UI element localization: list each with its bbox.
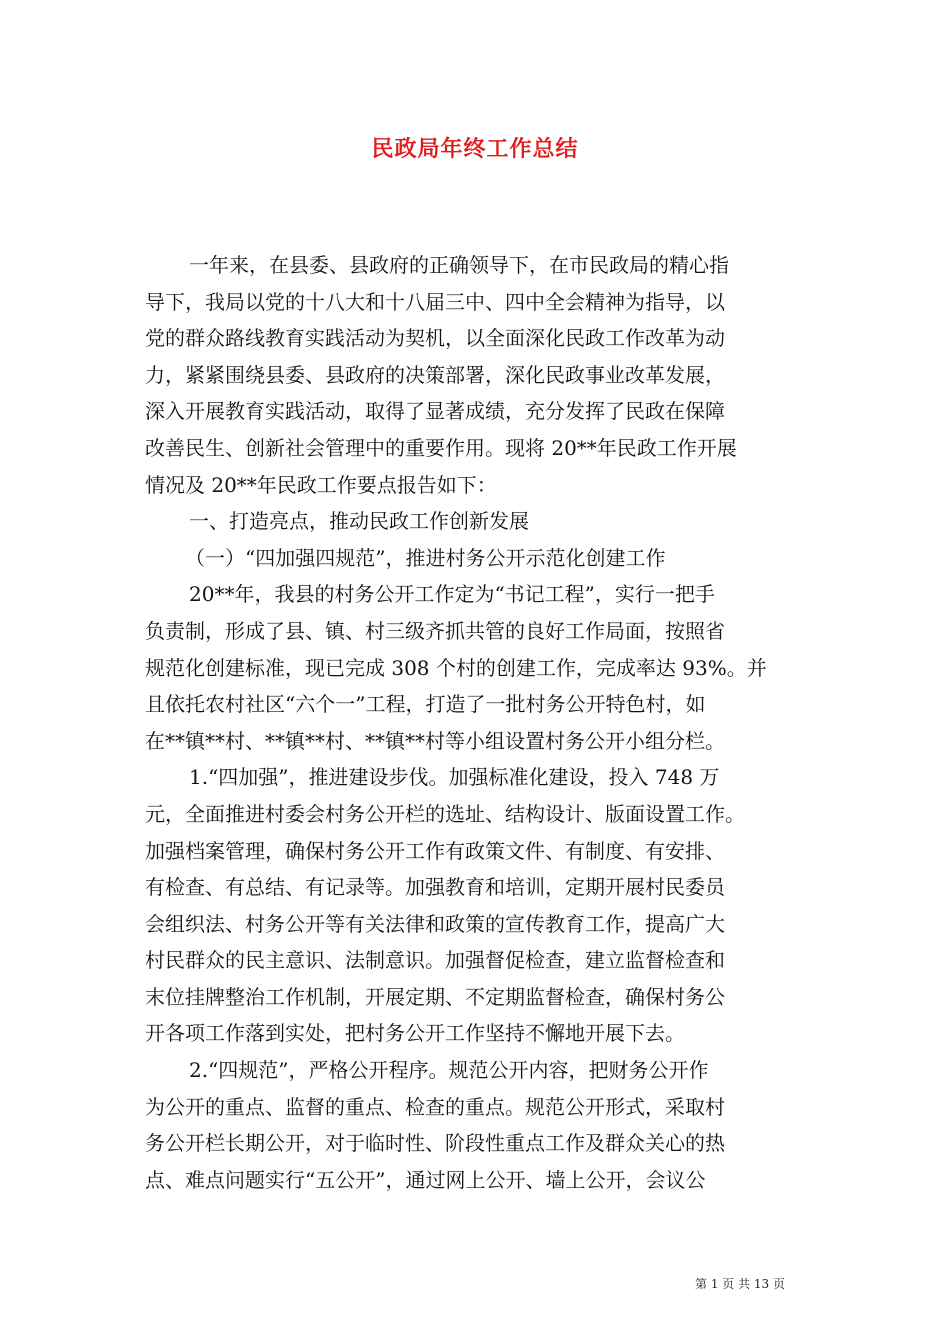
text-line: 2.“四规范”，严格公开程序。规范公开内容，把财务公开作 [189, 1058, 709, 1083]
text-line: 务公开栏长期公开，对于临时性、阶段性重点工作及群众关心的热 [145, 1131, 725, 1156]
text-line: 开各项工作落到实处，把村务公开工作坚持不懈地开展下去。 [145, 1021, 685, 1046]
subsection-heading: （一）“四加强四规范”，推进村务公开示范化创建工作 [185, 545, 666, 570]
text-line: 情况及 20**年民政工作要点报告如下： [145, 472, 497, 497]
text-line: 负责制，形成了县、镇、村三级齐抓共管的良好工作局面，按照省 [145, 618, 725, 643]
text-line: 力，紧紧围绕县委、县政府的决策部署，深化民政事业改革发展， [145, 362, 725, 387]
section-heading: 一、打造亮点，推动民政工作创新发展 [189, 509, 529, 534]
text-line: 改善民生、创新社会管理中的重要作用。现将 20**年民政工作开展 [145, 435, 737, 460]
page-footer: 第 1 页 共 13 页 [695, 1277, 785, 1291]
text-line: 且依托农村社区“六个一”工程，打造了一批村务公开特色村，如 [145, 692, 706, 717]
text-line: 在**镇**村、**镇**村、**镇**村等小组设置村务公开小组分栏。 [145, 728, 725, 753]
text-line: 末位挂牌整治工作机制，开展定期、不定期监督检查，确保村务公 [145, 984, 725, 1009]
text-line: 1.“四加强”，推进建设步伐。加强标准化建设，投入 748 万 [189, 765, 720, 790]
text-line: 一年来，在县委、县政府的正确领导下，在市民政局的精心指 [189, 253, 729, 277]
text-line: 有检查、有总结、有记录等。加强教育和培训，定期开展村民委员 [145, 875, 725, 900]
text-line: 20**年，我县的村务公开工作定为“书记工程”，实行一把手 [189, 582, 715, 607]
text-line: 点、难点问题实行“五公开”，通过网上公开、墙上公开，会议公 [145, 1167, 706, 1192]
text-line: 加强档案管理，确保村务公开工作有政策文件、有制度、有安排、 [145, 838, 725, 863]
text-line: 深入开展教育实践活动，取得了显著成绩，充分发挥了民政在保障 [145, 399, 725, 424]
document-title: 民政局年终工作总结 [371, 136, 579, 162]
text-line: 党的群众路线教育实践活动为契机，以全面深化民政工作改革为动 [145, 326, 725, 351]
text-line: 会组织法、村务公开等有关法律和政策的宣传教育工作，提高广大 [145, 911, 725, 936]
text-line: 村民群众的民主意识、法制意识。加强督促检查，建立监督检查和 [145, 948, 725, 973]
text-line: 元，全面推进村委会村务公开栏的选址、结构设计、版面设置工作。 [145, 801, 745, 826]
text-line: 规范化创建标准，现已完成 308 个村的创建工作，完成率达 93%。并 [145, 655, 767, 680]
text-line: 为公开的重点、监督的重点、检查的重点。规范公开形式，采取村 [145, 1094, 725, 1119]
document-body [145, 247, 815, 1198]
text-line: 导下，我局以党的十八大和十八届三中、四中全会精神为指导，以 [145, 289, 725, 314]
